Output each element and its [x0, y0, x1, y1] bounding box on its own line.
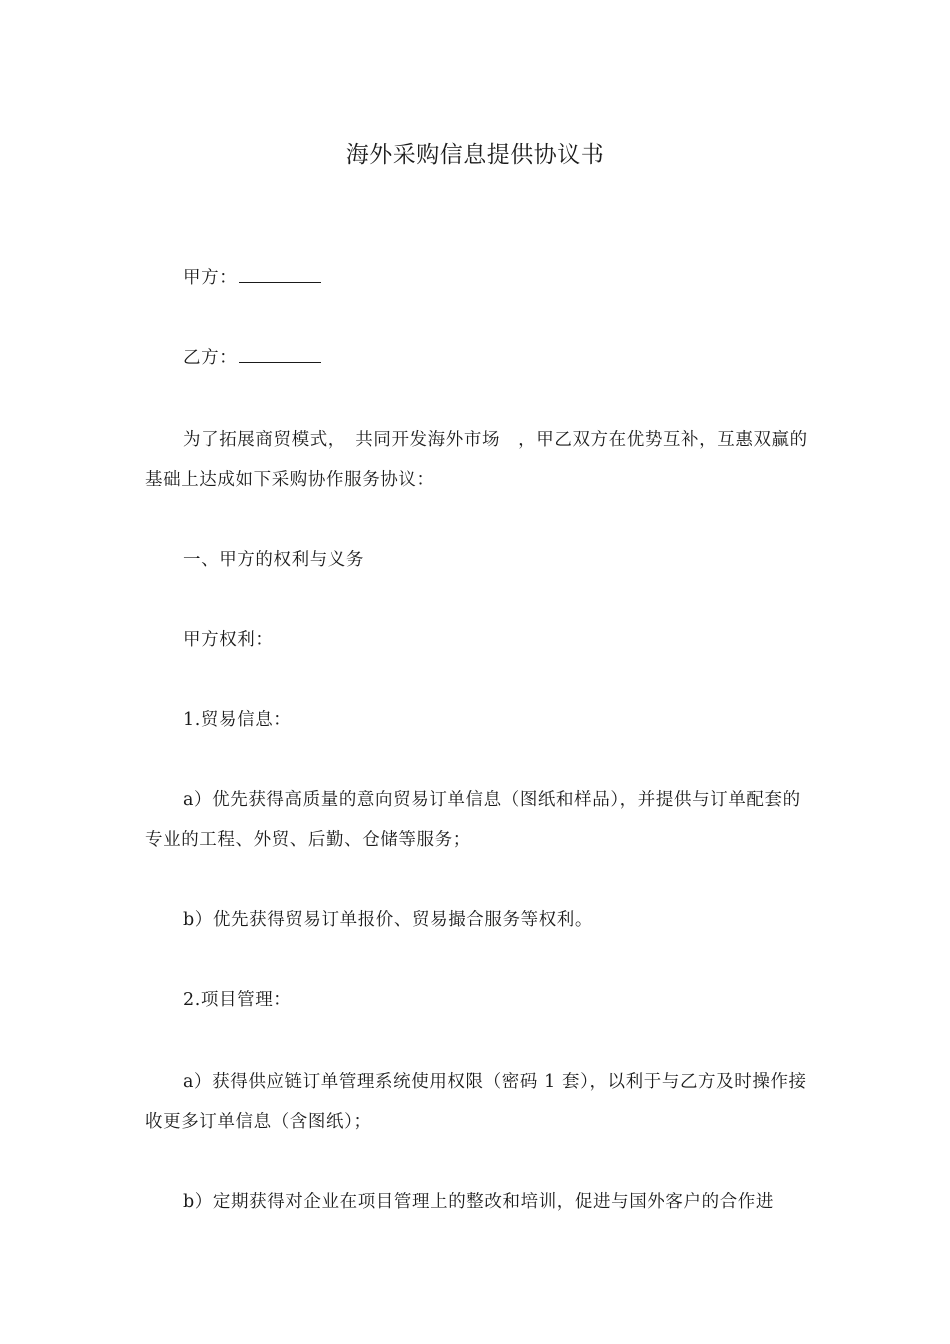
section-1-heading: 一、甲方的权利与义务	[183, 550, 364, 570]
party-a-rights-heading: 甲方权利：	[183, 630, 274, 650]
intro-paragraph: 为了拓展商贸模式， 共同开发海外市场 ，甲乙双方在优势互补，互惠双赢的基础上达成如下采购协作服务协议：	[145, 430, 808, 490]
item-2a-paragraph: a）获得供应链订单管理系统使用权限（密码 1 套），以利于与乙方及时操作接收更多订单信息（含图纸）；	[145, 1072, 807, 1132]
party-a-label: 甲方：	[183, 268, 238, 288]
item-2-heading: 2.项目管理：	[183, 990, 292, 1010]
document-title: 海外采购信息提供协议书	[345, 142, 605, 168]
item-2b-paragraph: b）定期获得对企业在项目管理上的整改和培训，促进与国外客户的合作进	[183, 1192, 774, 1212]
item-1a-paragraph: a）优先获得高质量的意向贸易订单信息（图纸和样品），并提供与订单配套的专业的工程、外贸、后勤、仓储等服务；	[145, 790, 801, 850]
party-a-blank	[239, 262, 321, 283]
item-1-heading: 1.贸易信息：	[183, 710, 292, 730]
party-b-line	[145, 338, 810, 378]
party-a-line	[145, 258, 810, 298]
item-1b-paragraph: b）优先获得贸易订单报价、贸易撮合服务等权利。	[183, 910, 594, 930]
party-b-blank	[239, 342, 321, 363]
party-b-label: 乙方：	[183, 348, 238, 368]
